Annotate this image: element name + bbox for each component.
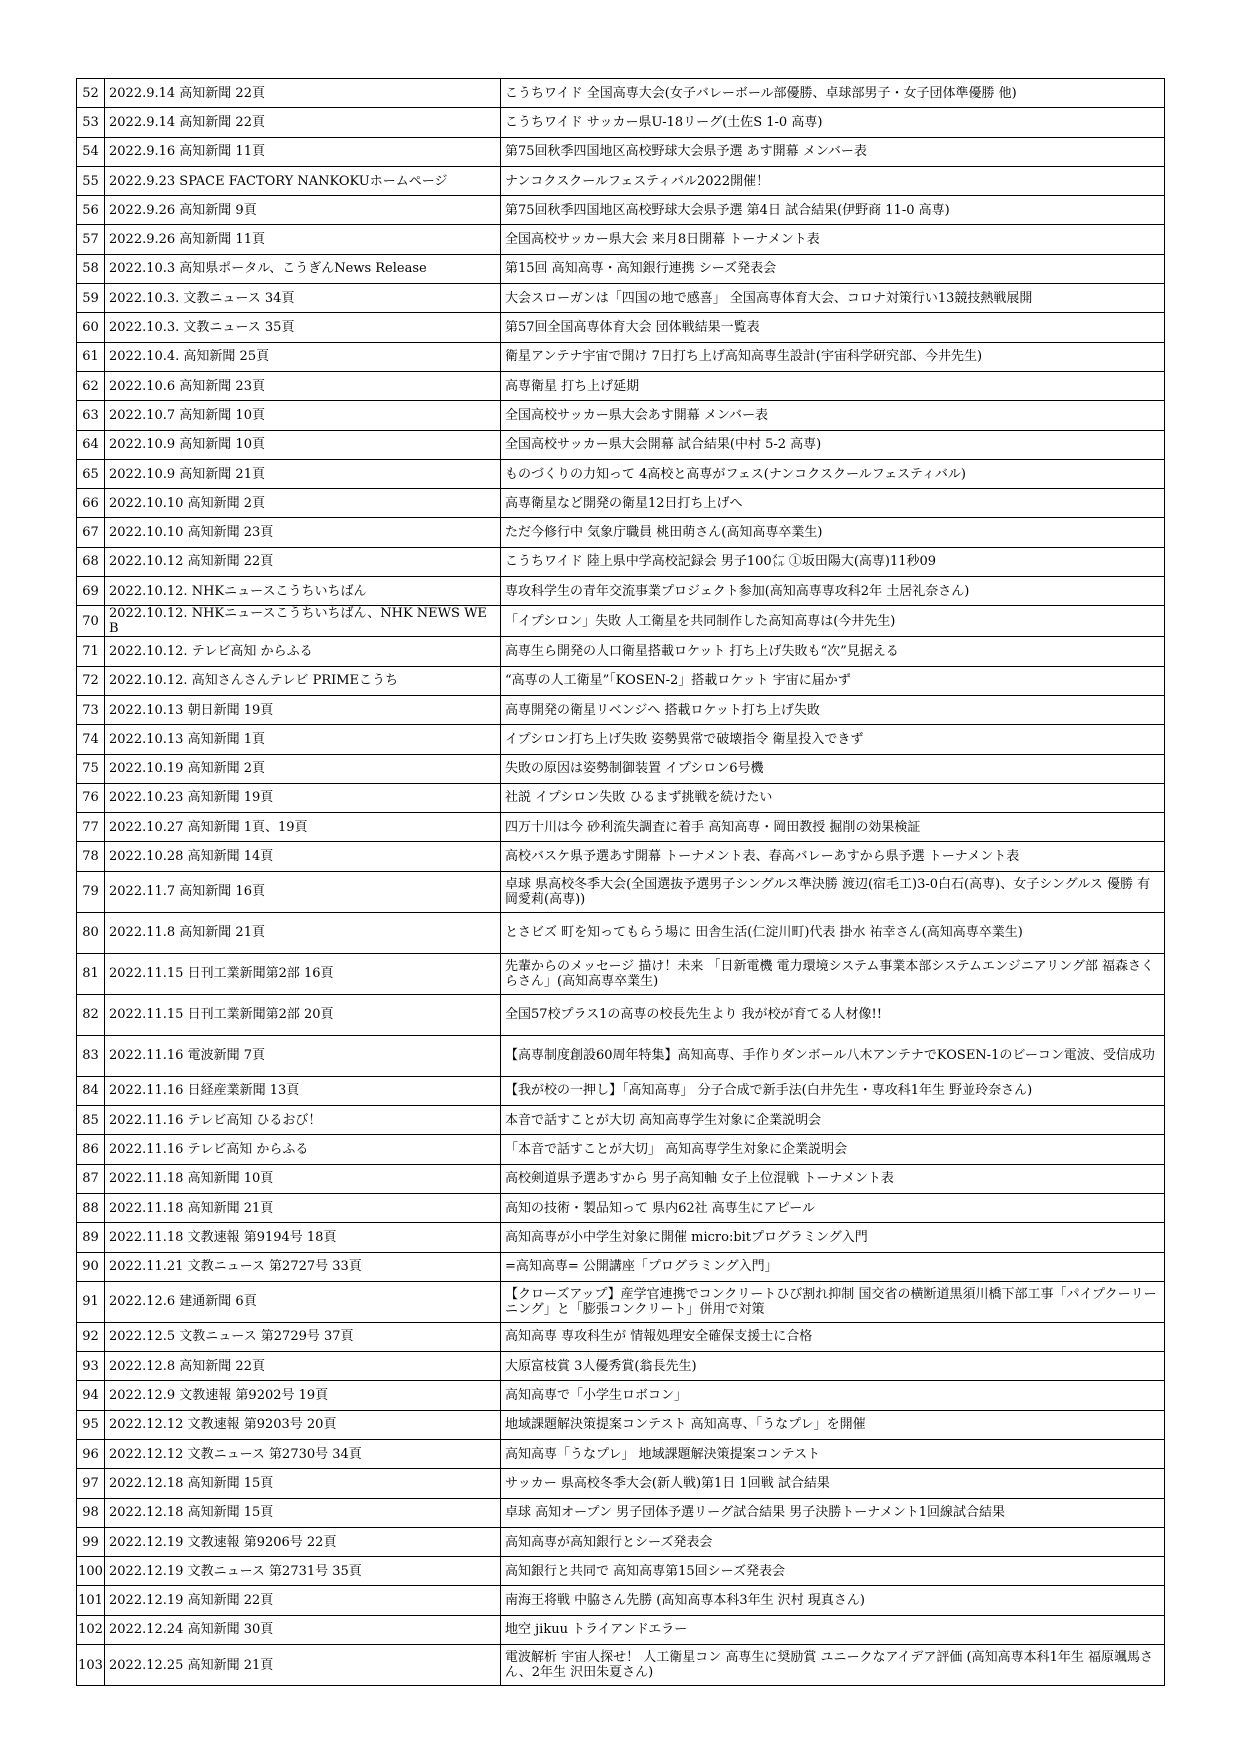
row-number: 96 bbox=[77, 1439, 105, 1468]
row-number: 98 bbox=[77, 1498, 105, 1527]
row-number: 79 bbox=[77, 871, 105, 912]
row-number: 91 bbox=[77, 1281, 105, 1322]
title-cell: 卓球 高知オープン 男子団体予選リーグ試合結果 男子決勝トーナメント1回線試合結果 bbox=[501, 1498, 1165, 1527]
source-cell: 2022.12.19 文教速報 第9206号 22頁 bbox=[105, 1527, 501, 1556]
source-cell: 2022.10.27 高知新聞 1頁、19頁 bbox=[105, 813, 501, 842]
table-row bbox=[77, 577, 1165, 606]
table-row bbox=[77, 1252, 1165, 1281]
row-number: 62 bbox=[77, 371, 105, 400]
title-cell: 全国高校サッカー県大会あす開幕 メンバー表 bbox=[501, 401, 1165, 430]
title-cell: 高専衛星 打ち上げ延期 bbox=[501, 371, 1165, 400]
table-row bbox=[77, 783, 1165, 812]
title-cell: 四万十川は今 砂利流失調査に着手 高知高専・岡田教授 掘削の効果検証 bbox=[501, 813, 1165, 842]
title-cell: 卓球 県高校冬季大会(全国選抜予選男子シングルス準決勝 渡辺(宿毛工)3-0白石(高専)、女子シングルス 優勝 有岡愛莉(高専)) bbox=[501, 871, 1165, 912]
row-number: 56 bbox=[77, 196, 105, 225]
row-number: 92 bbox=[77, 1322, 105, 1351]
row-number: 83 bbox=[77, 1035, 105, 1076]
source-cell: 2022.10.19 高知新聞 2頁 bbox=[105, 754, 501, 783]
table-row bbox=[77, 137, 1165, 166]
source-cell: 2022.11.18 文教速報 第9194号 18頁 bbox=[105, 1223, 501, 1252]
source-cell: 2022.10.28 高知新聞 14頁 bbox=[105, 842, 501, 871]
row-number: 67 bbox=[77, 518, 105, 547]
table-row bbox=[77, 871, 1165, 912]
source-cell: 2022.10.9 高知新聞 10頁 bbox=[105, 430, 501, 459]
source-cell: 2022.10.12. テレビ高知 からふる bbox=[105, 637, 501, 666]
row-number: 87 bbox=[77, 1164, 105, 1193]
row-number: 97 bbox=[77, 1469, 105, 1498]
table-row bbox=[77, 606, 1165, 637]
source-cell: 2022.10.10 高知新聞 23頁 bbox=[105, 518, 501, 547]
source-cell: 2022.12.8 高知新聞 22頁 bbox=[105, 1352, 501, 1381]
source-cell: 2022.11.16 日経産業新聞 13頁 bbox=[105, 1076, 501, 1105]
row-number: 95 bbox=[77, 1410, 105, 1439]
title-cell: 高校バスケ県予選あす開幕 トーナメント表、春高バレーあすから県予選 トーナメント表 bbox=[501, 842, 1165, 871]
source-cell: 2022.10.10 高知新聞 2頁 bbox=[105, 489, 501, 518]
source-cell: 2022.11.18 高知新聞 10頁 bbox=[105, 1164, 501, 1193]
title-cell: 全国高校サッカー県大会開幕 試合結果(中村 5-2 高専) bbox=[501, 430, 1165, 459]
source-cell: 2022.11.15 日刊工業新聞第2部 20頁 bbox=[105, 994, 501, 1035]
table-row bbox=[77, 547, 1165, 576]
source-cell: 2022.11.16 テレビ高知 ひるおび！ bbox=[105, 1106, 501, 1135]
row-number: 53 bbox=[77, 108, 105, 137]
source-cell: 2022.11.21 文教ニュース 第2727号 33頁 bbox=[105, 1252, 501, 1281]
title-cell: 全国57校プラス1の高専の校長先生より 我が校が育てる人材像!! bbox=[501, 994, 1165, 1035]
table-row bbox=[77, 1469, 1165, 1498]
title-cell: 大会スローガンは「四国の地で感喜」 全国高専体育大会、コロナ対策行い13競技熱戦展開 bbox=[501, 284, 1165, 313]
table-row bbox=[77, 1615, 1165, 1644]
table-row bbox=[77, 1281, 1165, 1322]
title-cell: 高知の技術・製品知って 県内62社 高専生にアピール bbox=[501, 1193, 1165, 1222]
table-row bbox=[77, 994, 1165, 1035]
title-cell: 第15回 高知高専・高知銀行連携 シーズ発表会 bbox=[501, 254, 1165, 283]
title-cell: 大原富枝賞 3人優秀賞(翁長先生) bbox=[501, 1352, 1165, 1381]
title-cell: 高知高専で「小学生ロボコン」 bbox=[501, 1381, 1165, 1410]
table-row bbox=[77, 842, 1165, 871]
table-row bbox=[77, 1498, 1165, 1527]
source-cell: 2022.12.19 高知新聞 22頁 bbox=[105, 1586, 501, 1615]
table-row bbox=[77, 108, 1165, 137]
table-row bbox=[77, 342, 1165, 371]
row-number: 64 bbox=[77, 430, 105, 459]
source-cell: 2022.12.25 高知新聞 21頁 bbox=[105, 1645, 501, 1686]
title-cell: 高校剣道県予選あすから 男子高知軸 女子上位混戦 トーナメント表 bbox=[501, 1164, 1165, 1193]
table-row bbox=[77, 1439, 1165, 1468]
row-number: 57 bbox=[77, 225, 105, 254]
row-number: 58 bbox=[77, 254, 105, 283]
row-number: 88 bbox=[77, 1193, 105, 1222]
source-cell: 2022.12.24 高知新聞 30頁 bbox=[105, 1615, 501, 1644]
title-cell: 高専開発の衛星リベンジへ 搭載ロケット打ち上げ失敗 bbox=[501, 695, 1165, 724]
table-row bbox=[77, 371, 1165, 400]
source-cell: 2022.10.12. NHKニュースこうちいちばん、NHK NEWS WEB bbox=[105, 606, 501, 637]
table-row bbox=[77, 1035, 1165, 1076]
row-number: 82 bbox=[77, 994, 105, 1035]
media-coverage-table bbox=[76, 78, 1165, 1686]
table-row bbox=[77, 1586, 1165, 1615]
source-cell: 2022.11.7 高知新聞 16頁 bbox=[105, 871, 501, 912]
title-cell: 地域課題解決策提案コンテスト 高知高専、「うなプレ」を開催 bbox=[501, 1410, 1165, 1439]
title-cell: こうちワイド 全国高専大会(女子バレーボール部優勝、卓球部男子・女子団体準優勝 他) bbox=[501, 79, 1165, 108]
table-row bbox=[77, 1322, 1165, 1351]
table-row bbox=[77, 754, 1165, 783]
row-number: 73 bbox=[77, 695, 105, 724]
title-cell: 衛星アンテナ宇宙で開け 7日打ち上げ高知高専生設計(宇宙科学研究部、今井先生) bbox=[501, 342, 1165, 371]
row-number: 77 bbox=[77, 813, 105, 842]
title-cell: 第75回秋季四国地区高校野球大会県予選 第4日 試合結果(伊野商 11-0 高専) bbox=[501, 196, 1165, 225]
title-cell: 「イプシロン」失敗 人工衛星を共同制作した高知高専は(今井先生) bbox=[501, 606, 1165, 637]
title-cell: こうちワイド 陸上県中学高校記録会 男子100㍍ ①坂田陽大(高専)11秒09 bbox=[501, 547, 1165, 576]
title-cell: こうちワイド サッカー県U-18リーグ(土佐S 1-0 高専) bbox=[501, 108, 1165, 137]
source-cell: 2022.9.23 SPACE FACTORY NANKOKUホームページ bbox=[105, 166, 501, 195]
row-number: 68 bbox=[77, 547, 105, 576]
source-cell: 2022.10.6 高知新聞 23頁 bbox=[105, 371, 501, 400]
title-cell: 高知高専が高知銀行とシーズ発表会 bbox=[501, 1527, 1165, 1556]
source-cell: 2022.11.16 電波新聞 7頁 bbox=[105, 1035, 501, 1076]
row-number: 55 bbox=[77, 166, 105, 195]
title-cell: 専攻科学生の青年交流事業プロジェクト参加(高知高専専攻科2年 土居礼奈さん) bbox=[501, 577, 1165, 606]
table-row bbox=[77, 1527, 1165, 1556]
row-number: 101 bbox=[77, 1586, 105, 1615]
row-number: 86 bbox=[77, 1135, 105, 1164]
source-cell: 2022.12.19 文教ニュース 第2731号 35頁 bbox=[105, 1557, 501, 1586]
title-cell: 電波解析 宇宙人探せ！ 人工衛星コン 高専生に奨励賞 ユニークなアイデア評価 (高知高専本科1年生 福原颯馬さん、2年生 沢田朱夏さん) bbox=[501, 1645, 1165, 1686]
title-cell: 高知高専 専攻科生が 情報処理安全確保支援士に合格 bbox=[501, 1322, 1165, 1351]
title-cell: 地空 jikuu トライアンドエラー bbox=[501, 1615, 1165, 1644]
title-cell: ものづくりの力知って 4高校と高専がフェス(ナンコクスクールフェスティバル) bbox=[501, 459, 1165, 488]
title-cell: 高知銀行と共同で 高知高専第15回シーズ発表会 bbox=[501, 1557, 1165, 1586]
table-row bbox=[77, 1106, 1165, 1135]
source-cell: 2022.10.12 高知新聞 22頁 bbox=[105, 547, 501, 576]
source-cell: 2022.12.6 建通新聞 6頁 bbox=[105, 1281, 501, 1322]
row-number: 76 bbox=[77, 783, 105, 812]
title-cell: 失敗の原因は姿勢制御装置 イプシロン6号機 bbox=[501, 754, 1165, 783]
title-cell: 第57回全国高専体育大会 団体戦結果一覧表 bbox=[501, 313, 1165, 342]
source-cell: 2022.11.15 日刊工業新聞第2部 16頁 bbox=[105, 953, 501, 994]
row-number: 54 bbox=[77, 137, 105, 166]
row-number: 72 bbox=[77, 666, 105, 695]
title-cell: 第75回秋季四国地区高校野球大会県予選 あす開幕 メンバー表 bbox=[501, 137, 1165, 166]
source-cell: 2022.11.16 テレビ高知 からふる bbox=[105, 1135, 501, 1164]
title-cell: 先輩からのメッセージ 描け！未来 「日新電機 電力環境システム事業本部システムエンジニアリング部 福森さくらさん」(高知高専卒業生) bbox=[501, 953, 1165, 994]
title-cell: “高専の人工衛星”「KOSEN-2」搭載ロケット 宇宙に届かず bbox=[501, 666, 1165, 695]
table-row bbox=[77, 1410, 1165, 1439]
table-row bbox=[77, 313, 1165, 342]
title-cell: イプシロン打ち上げ失敗 姿勢異常で破壊指令 衛星投入できず bbox=[501, 725, 1165, 754]
table-row bbox=[77, 1223, 1165, 1252]
row-number: 61 bbox=[77, 342, 105, 371]
table-row bbox=[77, 284, 1165, 313]
table-row bbox=[77, 79, 1165, 108]
title-cell: 本音で話すことが大切 高知高専学生対象に企業説明会 bbox=[501, 1106, 1165, 1135]
source-cell: 2022.12.18 高知新聞 15頁 bbox=[105, 1498, 501, 1527]
table-row bbox=[77, 912, 1165, 953]
title-cell: 全国高校サッカー県大会 来月8日開幕 トーナメント表 bbox=[501, 225, 1165, 254]
title-cell: 【クローズアップ】産学官連携でコンクリートひび割れ抑制 国交省の横断道黒須川橋下部工事「パイプクーリーニング」と「膨張コンクリート」併用で対策 bbox=[501, 1281, 1165, 1322]
row-number: 90 bbox=[77, 1252, 105, 1281]
row-number: 99 bbox=[77, 1527, 105, 1556]
source-cell: 2022.11.8 高知新聞 21頁 bbox=[105, 912, 501, 953]
title-cell: とさビズ 町を知ってもらう場に 田舎生活(仁淀川町)代表 掛水 祐幸さん(高知高専卒業生) bbox=[501, 912, 1165, 953]
table-row bbox=[77, 196, 1165, 225]
source-cell: 2022.10.12. 高知さんさんテレビ PRIMEこうち bbox=[105, 666, 501, 695]
source-cell: 2022.9.16 高知新聞 11頁 bbox=[105, 137, 501, 166]
table-row bbox=[77, 666, 1165, 695]
table-row bbox=[77, 459, 1165, 488]
table-row bbox=[77, 725, 1165, 754]
title-cell: 【高専制度創設60周年特集】高知高専、手作りダンボール八木アンテナでKOSEN-1のビーコン電波、受信成功 bbox=[501, 1035, 1165, 1076]
table-row bbox=[77, 166, 1165, 195]
title-cell: 南海王将戦 中脇さん先勝 (高知高専本科3年生 沢村 現真さん) bbox=[501, 1586, 1165, 1615]
table-row bbox=[77, 637, 1165, 666]
source-cell: 2022.10.23 高知新聞 19頁 bbox=[105, 783, 501, 812]
title-cell: サッカー 県高校冬季大会(新人戦)第1日 1回戦 試合結果 bbox=[501, 1469, 1165, 1498]
table-row bbox=[77, 813, 1165, 842]
row-number: 80 bbox=[77, 912, 105, 953]
table-row bbox=[77, 1557, 1165, 1586]
table-row bbox=[77, 518, 1165, 547]
title-cell: 【我が校の一押し】「高知高専」 分子合成で新手法(白井先生・専攻科1年生 野並玲奈さん) bbox=[501, 1076, 1165, 1105]
title-cell: ナンコクスクールフェスティバル2022開催！ bbox=[501, 166, 1165, 195]
row-number: 74 bbox=[77, 725, 105, 754]
title-cell: 高専生ら開発の人口衛星搭載ロケット 打ち上げ失敗も“次”見据える bbox=[501, 637, 1165, 666]
source-cell: 2022.11.18 高知新聞 21頁 bbox=[105, 1193, 501, 1222]
source-cell: 2022.9.14 高知新聞 22頁 bbox=[105, 79, 501, 108]
row-number: 94 bbox=[77, 1381, 105, 1410]
row-number: 60 bbox=[77, 313, 105, 342]
source-cell: 2022.10.3. 文教ニュース 35頁 bbox=[105, 313, 501, 342]
source-cell: 2022.12.18 高知新聞 15頁 bbox=[105, 1469, 501, 1498]
row-number: 103 bbox=[77, 1645, 105, 1686]
source-cell: 2022.12.12 文教ニュース 第2730号 34頁 bbox=[105, 1439, 501, 1468]
row-number: 81 bbox=[77, 953, 105, 994]
table-row bbox=[77, 225, 1165, 254]
table-row bbox=[77, 1352, 1165, 1381]
source-cell: 2022.9.26 高知新聞 9頁 bbox=[105, 196, 501, 225]
row-number: 65 bbox=[77, 459, 105, 488]
table-row bbox=[77, 1164, 1165, 1193]
source-cell: 2022.10.4. 高知新聞 25頁 bbox=[105, 342, 501, 371]
row-number: 63 bbox=[77, 401, 105, 430]
title-cell: ただ今修行中 気象庁職員 桃田萌さん(高知高専卒業生) bbox=[501, 518, 1165, 547]
row-number: 100 bbox=[77, 1557, 105, 1586]
table-row bbox=[77, 1381, 1165, 1410]
row-number: 70 bbox=[77, 606, 105, 637]
source-cell: 2022.9.26 高知新聞 11頁 bbox=[105, 225, 501, 254]
title-cell: =高知高専= 公開講座「プログラミング入門」 bbox=[501, 1252, 1165, 1281]
table-row bbox=[77, 254, 1165, 283]
table-row bbox=[77, 489, 1165, 518]
table-row bbox=[77, 401, 1165, 430]
row-number: 71 bbox=[77, 637, 105, 666]
title-cell: 高知高専「うなプレ」 地域課題解決策提案コンテスト bbox=[501, 1439, 1165, 1468]
row-number: 102 bbox=[77, 1615, 105, 1644]
row-number: 78 bbox=[77, 842, 105, 871]
table-row bbox=[77, 1135, 1165, 1164]
row-number: 93 bbox=[77, 1352, 105, 1381]
table-row bbox=[77, 1193, 1165, 1222]
table-row bbox=[77, 430, 1165, 459]
source-cell: 2022.10.13 高知新聞 1頁 bbox=[105, 725, 501, 754]
source-cell: 2022.10.7 高知新聞 10頁 bbox=[105, 401, 501, 430]
source-cell: 2022.12.12 文教速報 第9203号 20頁 bbox=[105, 1410, 501, 1439]
title-cell: 社説 イプシロン失敗 ひるまず挑戦を続けたい bbox=[501, 783, 1165, 812]
table-row bbox=[77, 1076, 1165, 1105]
row-number: 66 bbox=[77, 489, 105, 518]
source-cell: 2022.12.9 文教速報 第9202号 19頁 bbox=[105, 1381, 501, 1410]
source-cell: 2022.10.3. 文教ニュース 34頁 bbox=[105, 284, 501, 313]
row-number: 75 bbox=[77, 754, 105, 783]
row-number: 52 bbox=[77, 79, 105, 108]
title-cell: 高専衛星など開発の衛星12日打ち上げへ bbox=[501, 489, 1165, 518]
row-number: 85 bbox=[77, 1106, 105, 1135]
source-cell: 2022.10.3 高知県ポータル、こうぎんNews Release bbox=[105, 254, 501, 283]
source-cell: 2022.12.5 文教ニュース 第2729号 37頁 bbox=[105, 1322, 501, 1351]
row-number: 59 bbox=[77, 284, 105, 313]
source-cell: 2022.10.13 朝日新聞 19頁 bbox=[105, 695, 501, 724]
table-row bbox=[77, 1645, 1165, 1686]
row-number: 69 bbox=[77, 577, 105, 606]
title-cell: 「本音で話すことが大切」 高知高専学生対象に企業説明会 bbox=[501, 1135, 1165, 1164]
title-cell: 高知高専が小中学生対象に開催 micro:bitプログラミング入門 bbox=[501, 1223, 1165, 1252]
row-number: 84 bbox=[77, 1076, 105, 1105]
table-row bbox=[77, 953, 1165, 994]
source-cell: 2022.9.14 高知新聞 22頁 bbox=[105, 108, 501, 137]
source-cell: 2022.10.12. NHKニュースこうちいちばん bbox=[105, 577, 501, 606]
source-cell: 2022.10.9 高知新聞 21頁 bbox=[105, 459, 501, 488]
media-coverage-table-body bbox=[77, 79, 1165, 1686]
row-number: 89 bbox=[77, 1223, 105, 1252]
table-row bbox=[77, 695, 1165, 724]
